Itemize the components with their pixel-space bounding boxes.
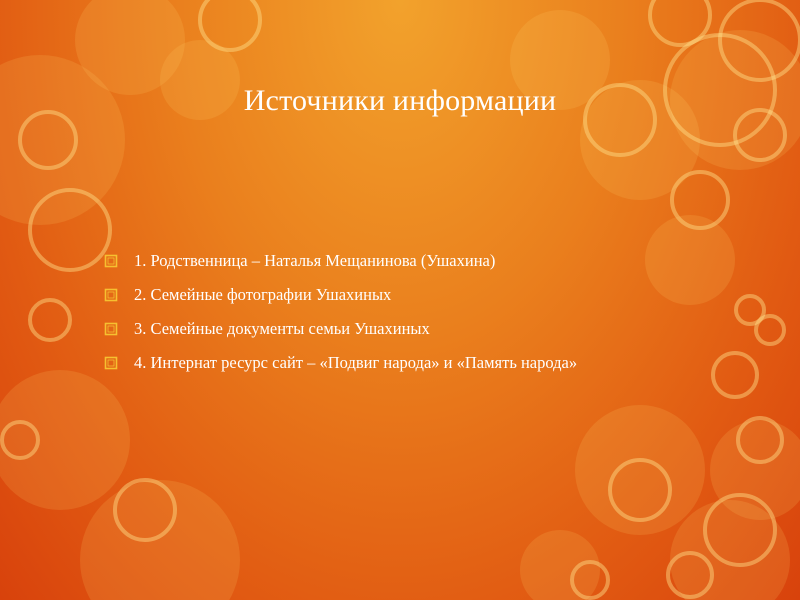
list-item-text: 1. Родственница – Наталья Мещанинова (Ушахина): [134, 251, 496, 270]
list-item: [104, 280, 577, 310]
list-item: [104, 348, 577, 378]
list-item: [104, 246, 577, 276]
hollow-square-bullet-icon: [104, 288, 118, 302]
list-item-text: 2. Семейные фотографии Ушахиных: [134, 285, 392, 304]
hollow-square-bullet-icon: [104, 254, 118, 268]
sources-list: [104, 246, 577, 382]
hollow-square-bullet-icon: [104, 322, 118, 336]
slide-title: Источники информации: [243, 84, 557, 117]
hollow-square-bullet-icon: [104, 356, 118, 370]
list-item-text: 3. Семейные документы семьи Ушахиных: [134, 319, 430, 338]
list-item: [104, 314, 577, 344]
list-item-text: 4. Интернат ресурс сайт – «Подвиг народа» и «Память народа»: [134, 353, 578, 372]
